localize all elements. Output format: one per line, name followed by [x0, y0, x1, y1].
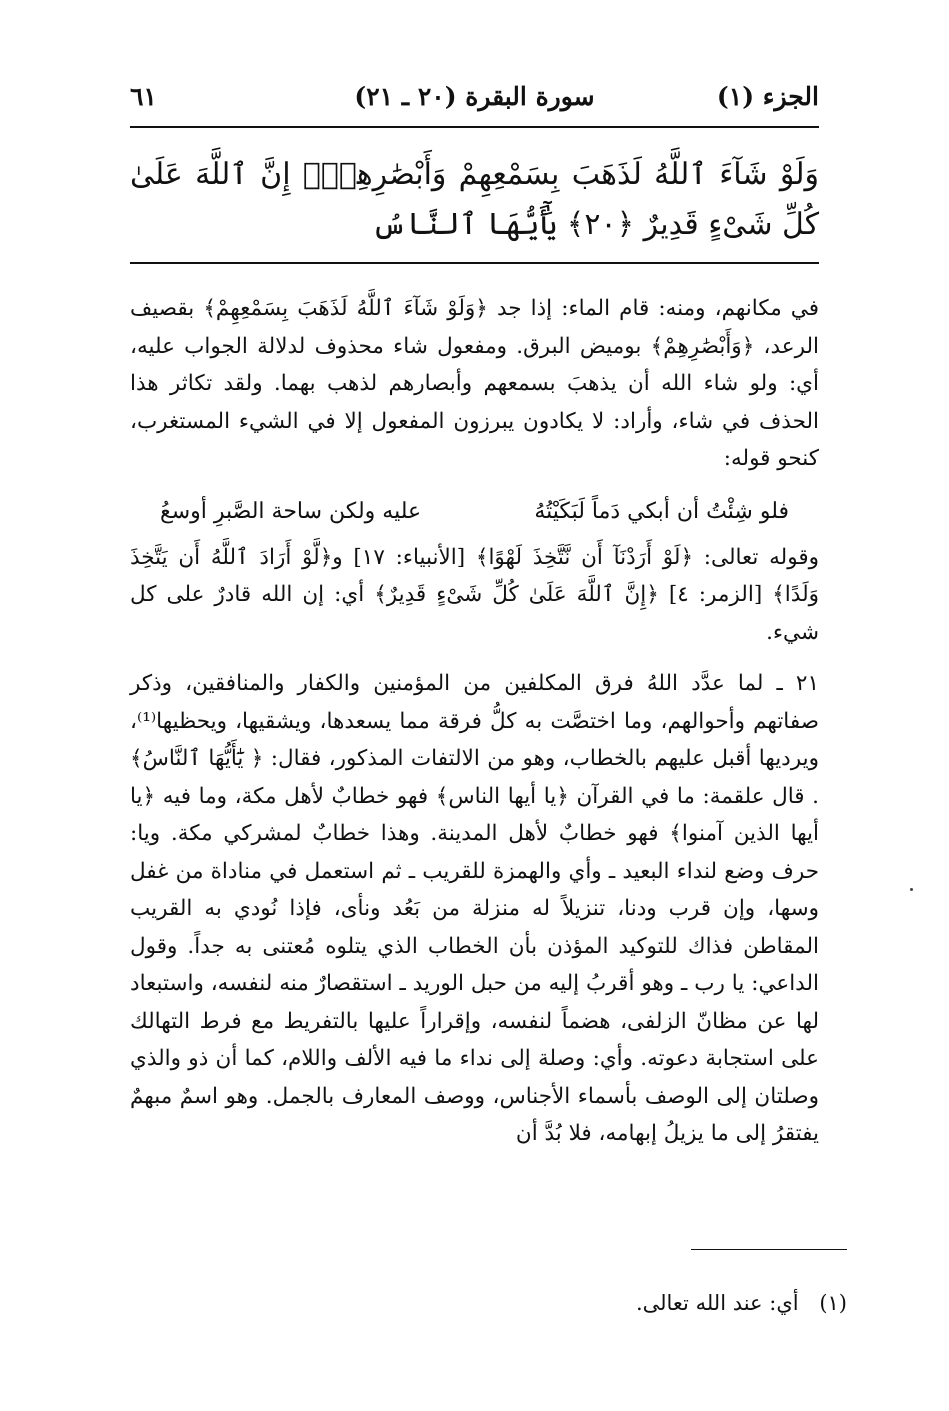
quran-verse: وَلَوْ شَآءَ ٱللَّهُ لَذَهَبَ بِسَمْعِهِمْ وَأَبْصَٰرِهِمْۚ إِنَّ ٱللَّهَ عَلَىٰ كُلِّ شَىْءٍ قَدِيرٌ ﴿٢٠﴾ يَٰٓأَيُّهَا ٱلنَّاسُ	[130, 157, 819, 242]
surah-title: سورة البقرة (٢٠ ـ ٢١)	[354, 82, 595, 111]
commentary-paragraph-3: ٢١ ـ لما عدَّد اللهُ فرق المكلفين من المؤمنين والكفار والمنافقين، وذكر صفاتهم وأحوالهم، وما اختصَّت به كلُّ فرقة مما يسعدها، ويشقيها، ويحظيها⁽¹⁾، ويرديها أقبل عليهم بالخطاب، وهو من الالتفات المذكور، فقال: ﴿ يَٰٓأَيُّهَا ٱلنَّاسُ﴾ . قال علقمة: ما في القرآن ﴿يا أيها الناس﴾ فهو خطابٌ لأهل مكة، وما فيه ﴿يا أيها الذين آمنوا﴾ فهو خطابٌ لأهل المدينة. وهذا خطابٌ لمشركي مكة. ويا: حرف وضع لنداء البعيد ـ وأي والهمزة للقريب ـ ثم استعمل في مناداة من غفل وسها، وإن قرب ودنا، تنزيلاً له منزلة من بَعُد ونأى، فإذا نُودي به القريب المقاطن فذاك للتوكيد المؤذن بأن الخطاب الذي يتلوه مُعتنى به جداً. وقول الداعي: يا رب ـ وهو أقربُ إليه من حبل الوريد ـ استقصارٌ منه لنفسه، واستبعاد لها عن مظانّ الزلفى، هضماً لنفسه، وإقراراً عليها بالتفريط مع فرط التهالك على استجابة دعوته. وأي: وصلة إلى نداء ما فيه الألف واللام، كما أن ذو والذي وصلتان إلى الوصف بأسماء الأجناس، ووصف المعارف بالجمل. وهو اسمٌ مبهمٌ يفتقرُ إلى ما يزيلُ إبهامه، فلا بُدَّ أن	[130, 671, 819, 1146]
poem-verse	[130, 491, 819, 531]
commentary-paragraph-2: وقوله تعالى: ﴿لَوْ أَرَدْنَآ أَن نَّتَّخِذَ لَهْوًا﴾ [الأنبياء: ١٧] و﴿لَّوْ أَرَادَ ٱللَّهُ أَن يَتَّخِذَ وَلَدًا﴾ [الزمر: ٤] ﴿إِنَّ ٱللَّهَ عَلَىٰ كُلِّ شَىْءٍ قَدِيرٌ﴾ أي: إن الله قادرٌ على كل شيء.	[130, 544, 820, 645]
commentary	[130, 290, 819, 1153]
footnote	[130, 1287, 847, 1319]
commentary-paragraph-1: في مكانهم، ومنه: قام الماء: إذا جد ﴿وَلَوْ شَآءَ ٱللَّهُ لَذَهَبَ بِسَمْعِهِمْ﴾ بقصيف الرعد، ﴿وَأَبْصَٰرِهِمْ﴾ بوميض البرق. ومفعول شاء محذوف لدلالة الجواب عليه، أي: ولو شاء الله أن يذهبَ بسمعهم وأبصارهم لذهب بهما. ولقد تكاثر هذا الحذف في شاء، وأراد: لا يكادون يبرزون المفعول إلا في الشيء المستغرب، كنحو قوله:	[130, 296, 819, 471]
part-label: الجزء (١)	[716, 82, 819, 111]
page-header	[130, 82, 819, 118]
poem-second-hemistich: عليه ولكن ساحة الصَّبرِ أوسعُ	[160, 498, 422, 524]
speck-mark	[910, 888, 913, 891]
header-rule	[130, 126, 819, 128]
footnote-text: أي: عند الله تعالى.	[635, 1291, 799, 1315]
verse-rule	[130, 262, 819, 264]
footnote-separator	[691, 1249, 847, 1250]
poem-first-hemistich: فلو شِئْتُ أن أبكي دَماً لَبَكَيْتُهُ	[534, 498, 789, 524]
footnote-number: (١)	[819, 1291, 847, 1315]
page-number: ٦١	[130, 82, 157, 111]
